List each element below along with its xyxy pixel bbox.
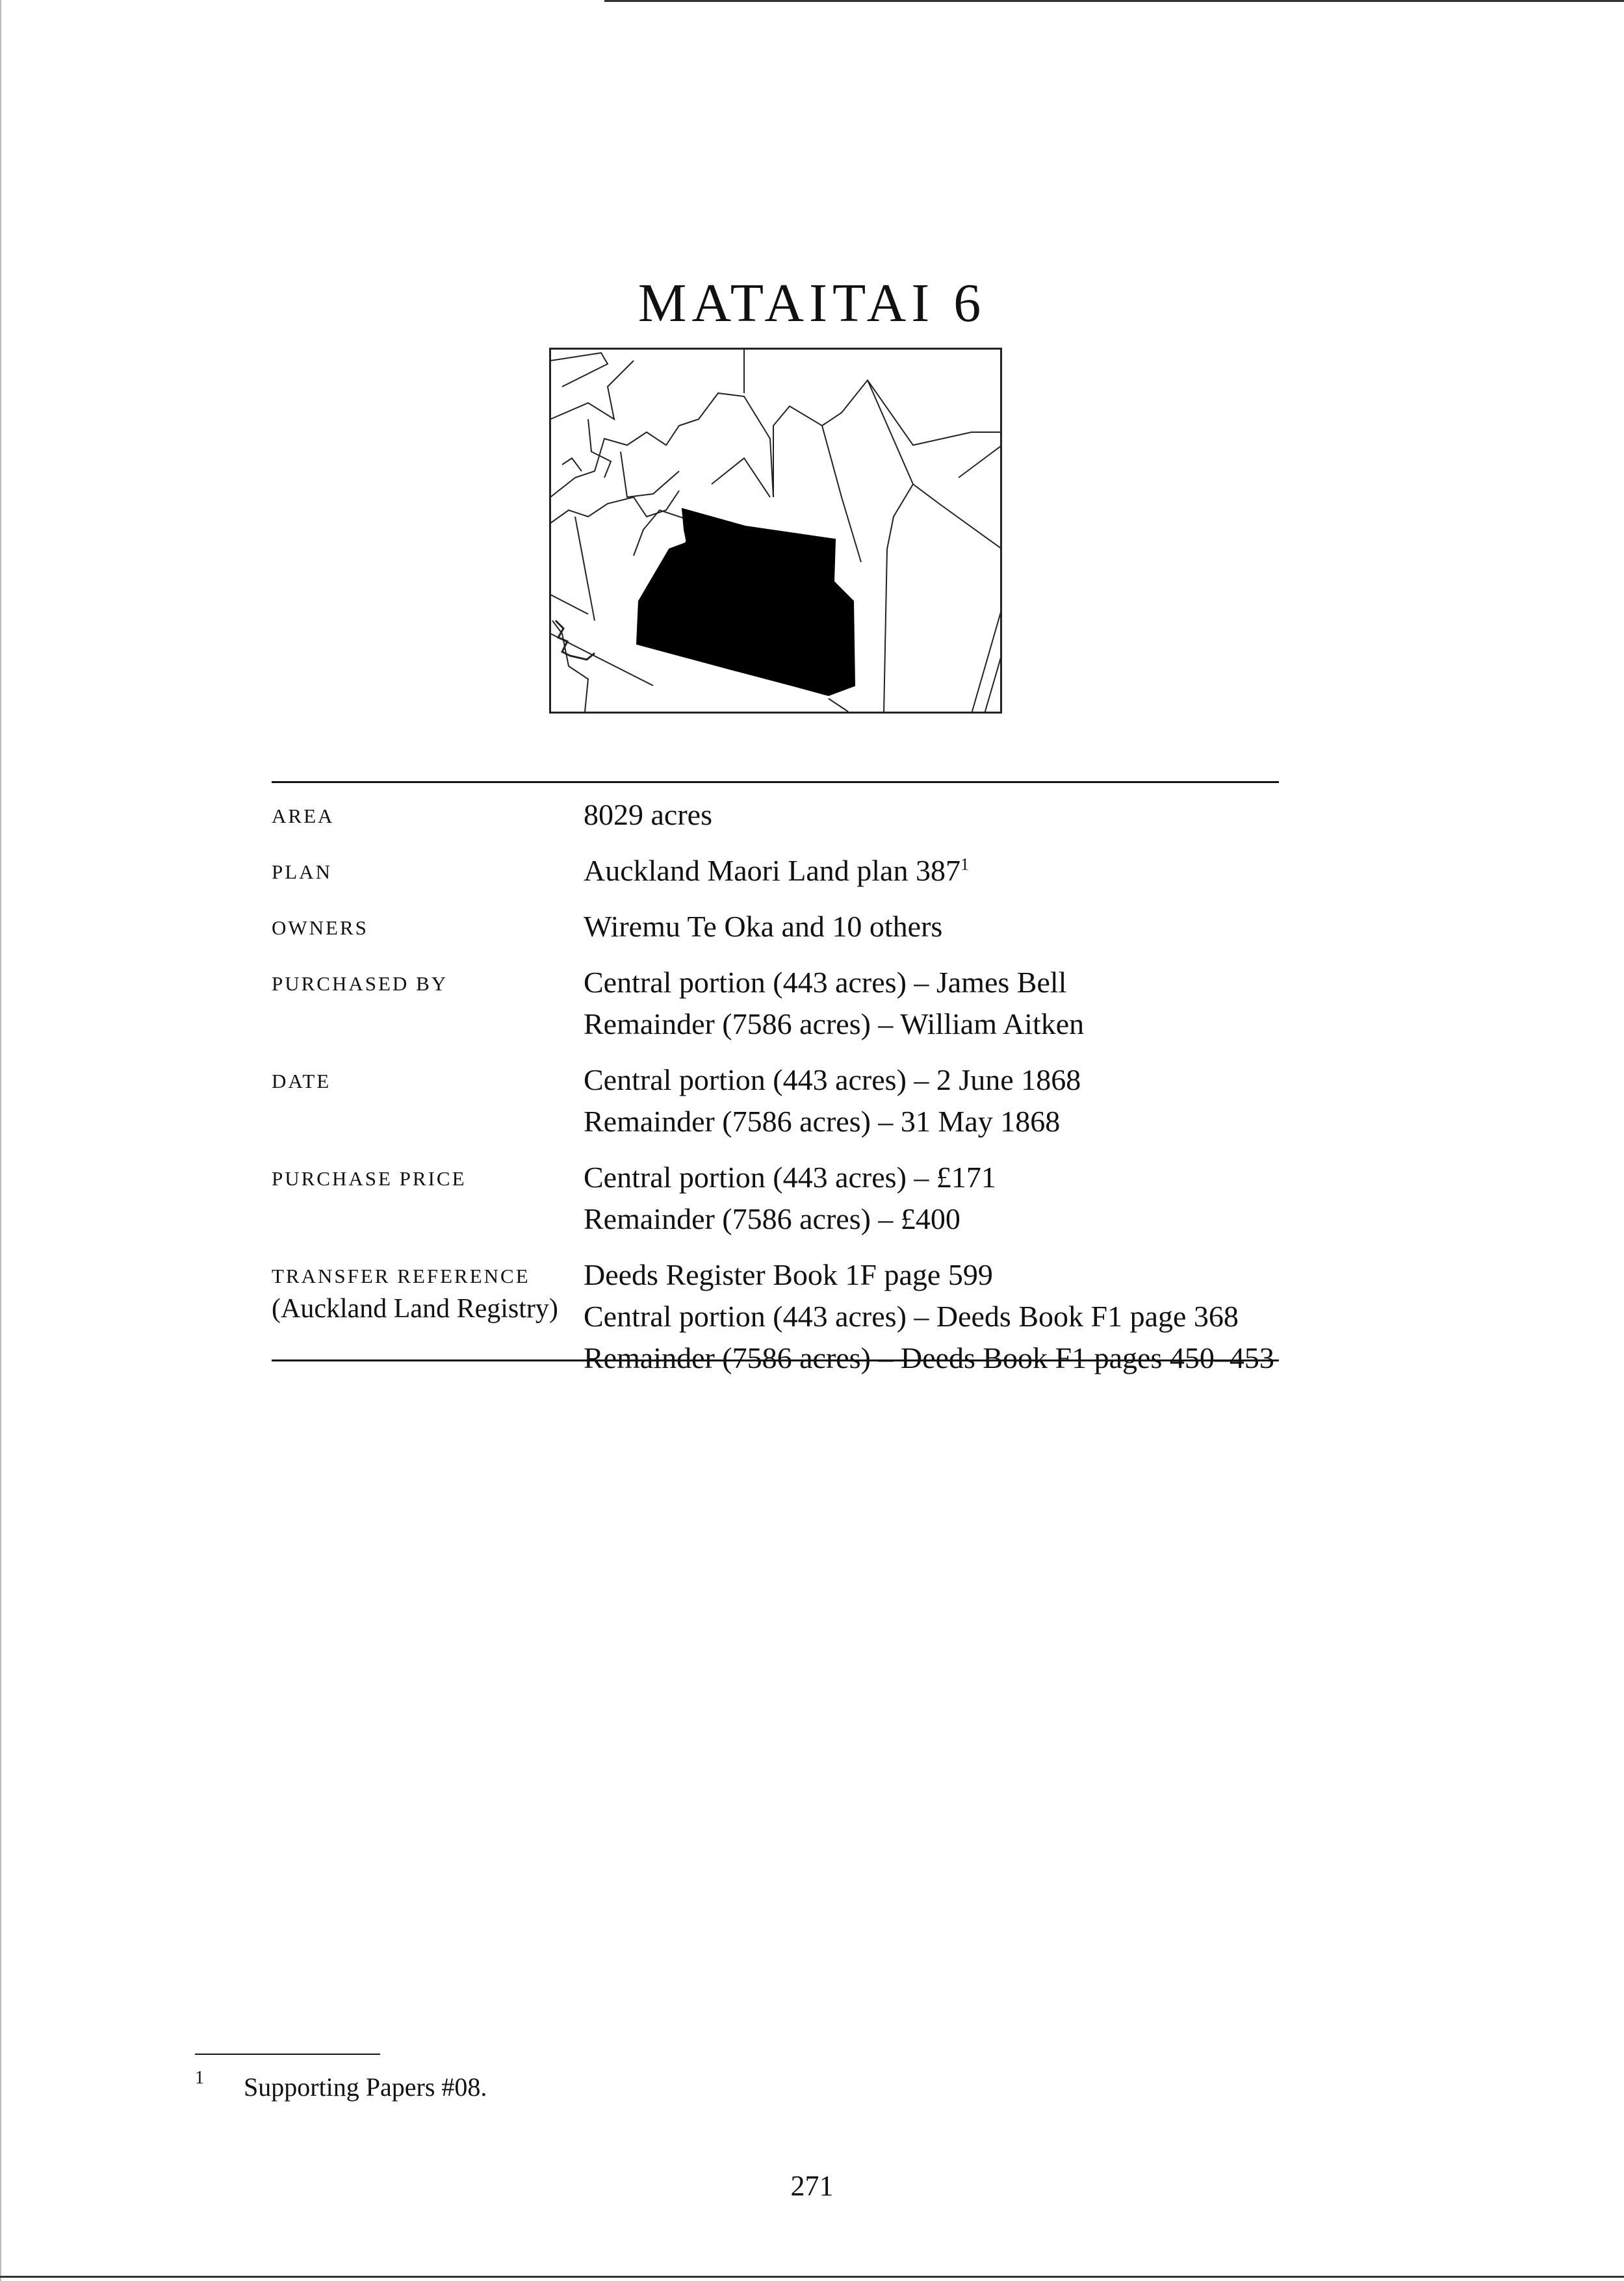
detail-row-plan [272, 850, 1279, 892]
detail-label: DATE [272, 1070, 331, 1092]
detail-values [584, 1157, 1279, 1240]
page-number: 271 [790, 2170, 834, 2202]
detail-value: Remainder (7586 acres) – £400 [584, 1202, 960, 1235]
table-bottom-rule [272, 1360, 1279, 1361]
detail-row-purchased-by [272, 962, 1279, 1045]
detail-value-text: Auckland Maori Land plan 387 [584, 854, 960, 887]
detail-label: OWNERS [272, 916, 368, 939]
detail-label: PLAN [272, 860, 332, 883]
page-title: MATAITAI 6 [638, 273, 986, 334]
page-edge [0, 2276, 1624, 2278]
detail-value: Central portion (443 acres) – Deeds Book F1 page 368 [584, 1300, 1239, 1333]
page-edge [0, 0, 1, 2281]
detail-value: Central portion (443 acres) – £171 [584, 1161, 996, 1194]
detail-label: PURCHASED BY [272, 972, 448, 995]
page-edge [604, 0, 1624, 2]
footnote-text: Supporting Papers #08. [244, 2072, 487, 2102]
detail-values [584, 962, 1279, 1045]
detail-row-purchase-price [272, 1157, 1279, 1240]
detail-row-date [272, 1059, 1279, 1142]
detail-value: Remainder (7586 acres) – William Aitken [584, 1007, 1085, 1040]
detail-label-text: TRANSFER REFERENCE [272, 1265, 530, 1287]
detail-value [584, 850, 1279, 892]
detail-value: Central portion (443 acres) – 2 June 1868 [584, 1063, 1081, 1096]
table-top-rule [272, 781, 1279, 783]
details-table [272, 794, 1279, 1393]
detail-value: Deeds Register Book 1F page 599 [584, 1258, 993, 1291]
location-map [549, 348, 1002, 714]
footnote-rule [195, 2054, 380, 2055]
detail-value: 8029 acres [584, 798, 712, 831]
detail-value: Remainder (7586 acres) – Deeds Book F1 pages 450–453 [584, 1341, 1274, 1374]
map-svg [549, 348, 1002, 714]
detail-values [584, 850, 1279, 892]
detail-label: PURCHASE PRICE [272, 1167, 467, 1190]
footnote-number: 1 [195, 2068, 204, 2088]
detail-sublabel: (Auckland Land Registry) [272, 1294, 558, 1324]
detail-value: Wiremu Te Oka and 10 others [584, 910, 943, 943]
detail-row-owners [272, 906, 1279, 947]
detail-value: Central portion (443 acres) – James Bell [584, 966, 1067, 999]
detail-value: Remainder (7586 acres) – 31 May 1868 [584, 1105, 1061, 1138]
detail-row-area [272, 794, 1279, 836]
detail-values [584, 794, 1279, 836]
detail-values [584, 1059, 1279, 1142]
detail-values [584, 906, 1279, 947]
footnote-ref: 1 [960, 855, 969, 874]
detail-label: AREA [272, 805, 335, 827]
